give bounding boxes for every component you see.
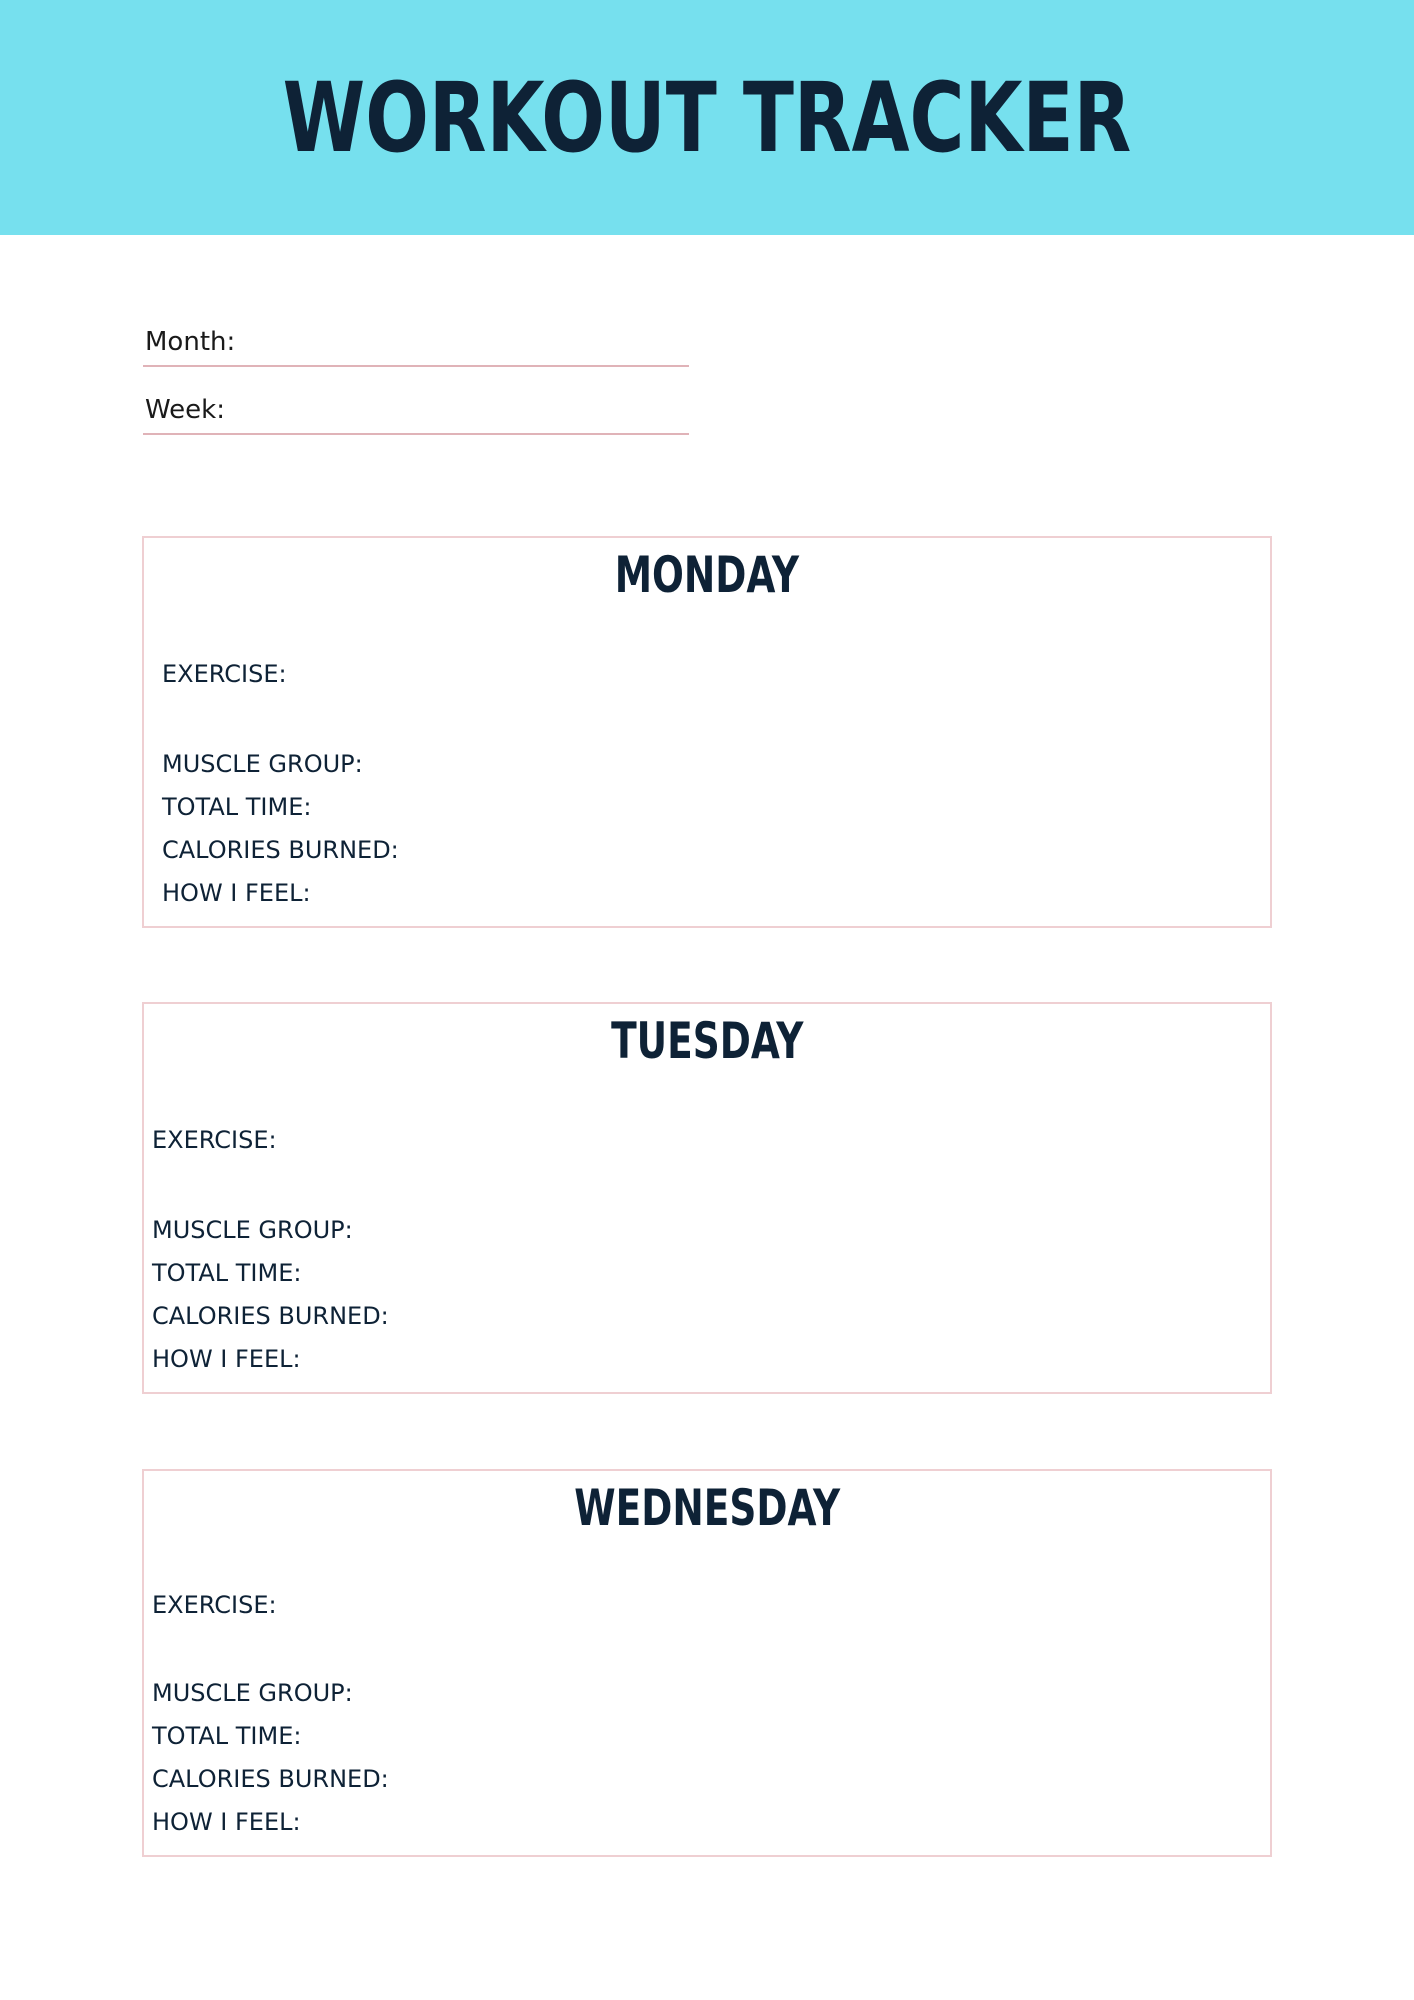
- total-time-label: TOTAL TIME:: [152, 1722, 302, 1750]
- header-banner: [0, 0, 1414, 235]
- page-title: WORKOUT TRACKER: [282, 61, 1132, 174]
- how-i-feel-label: HOW I FEEL:: [162, 879, 311, 907]
- day-card-monday: [142, 536, 1272, 928]
- how-i-feel-label: HOW I FEEL:: [152, 1808, 301, 1836]
- exercise-label: EXERCISE:: [162, 660, 287, 688]
- calories-burned-label: CALORIES BURNED:: [152, 1302, 389, 1330]
- day-title: MONDAY: [614, 546, 800, 604]
- muscle-group-label: MUSCLE GROUP:: [162, 750, 363, 778]
- calories-burned-label: CALORIES BURNED:: [152, 1765, 389, 1793]
- week-field[interactable]: [143, 395, 689, 435]
- calories-burned-label: CALORIES BURNED:: [162, 836, 399, 864]
- month-label: Month:: [145, 327, 236, 357]
- month-field[interactable]: [143, 327, 689, 367]
- muscle-group-label: MUSCLE GROUP:: [152, 1679, 353, 1707]
- how-i-feel-label: HOW I FEEL:: [152, 1345, 301, 1373]
- day-card-wednesday: [142, 1469, 1272, 1857]
- day-title: WEDNESDAY: [574, 1479, 840, 1537]
- muscle-group-label: MUSCLE GROUP:: [152, 1216, 353, 1244]
- total-time-label: TOTAL TIME:: [162, 793, 312, 821]
- day-title: TUESDAY: [610, 1012, 804, 1070]
- day-card-tuesday: [142, 1002, 1272, 1394]
- week-label: Week:: [145, 395, 225, 425]
- exercise-label: EXERCISE:: [152, 1591, 277, 1619]
- exercise-label: EXERCISE:: [152, 1126, 277, 1154]
- total-time-label: TOTAL TIME:: [152, 1259, 302, 1287]
